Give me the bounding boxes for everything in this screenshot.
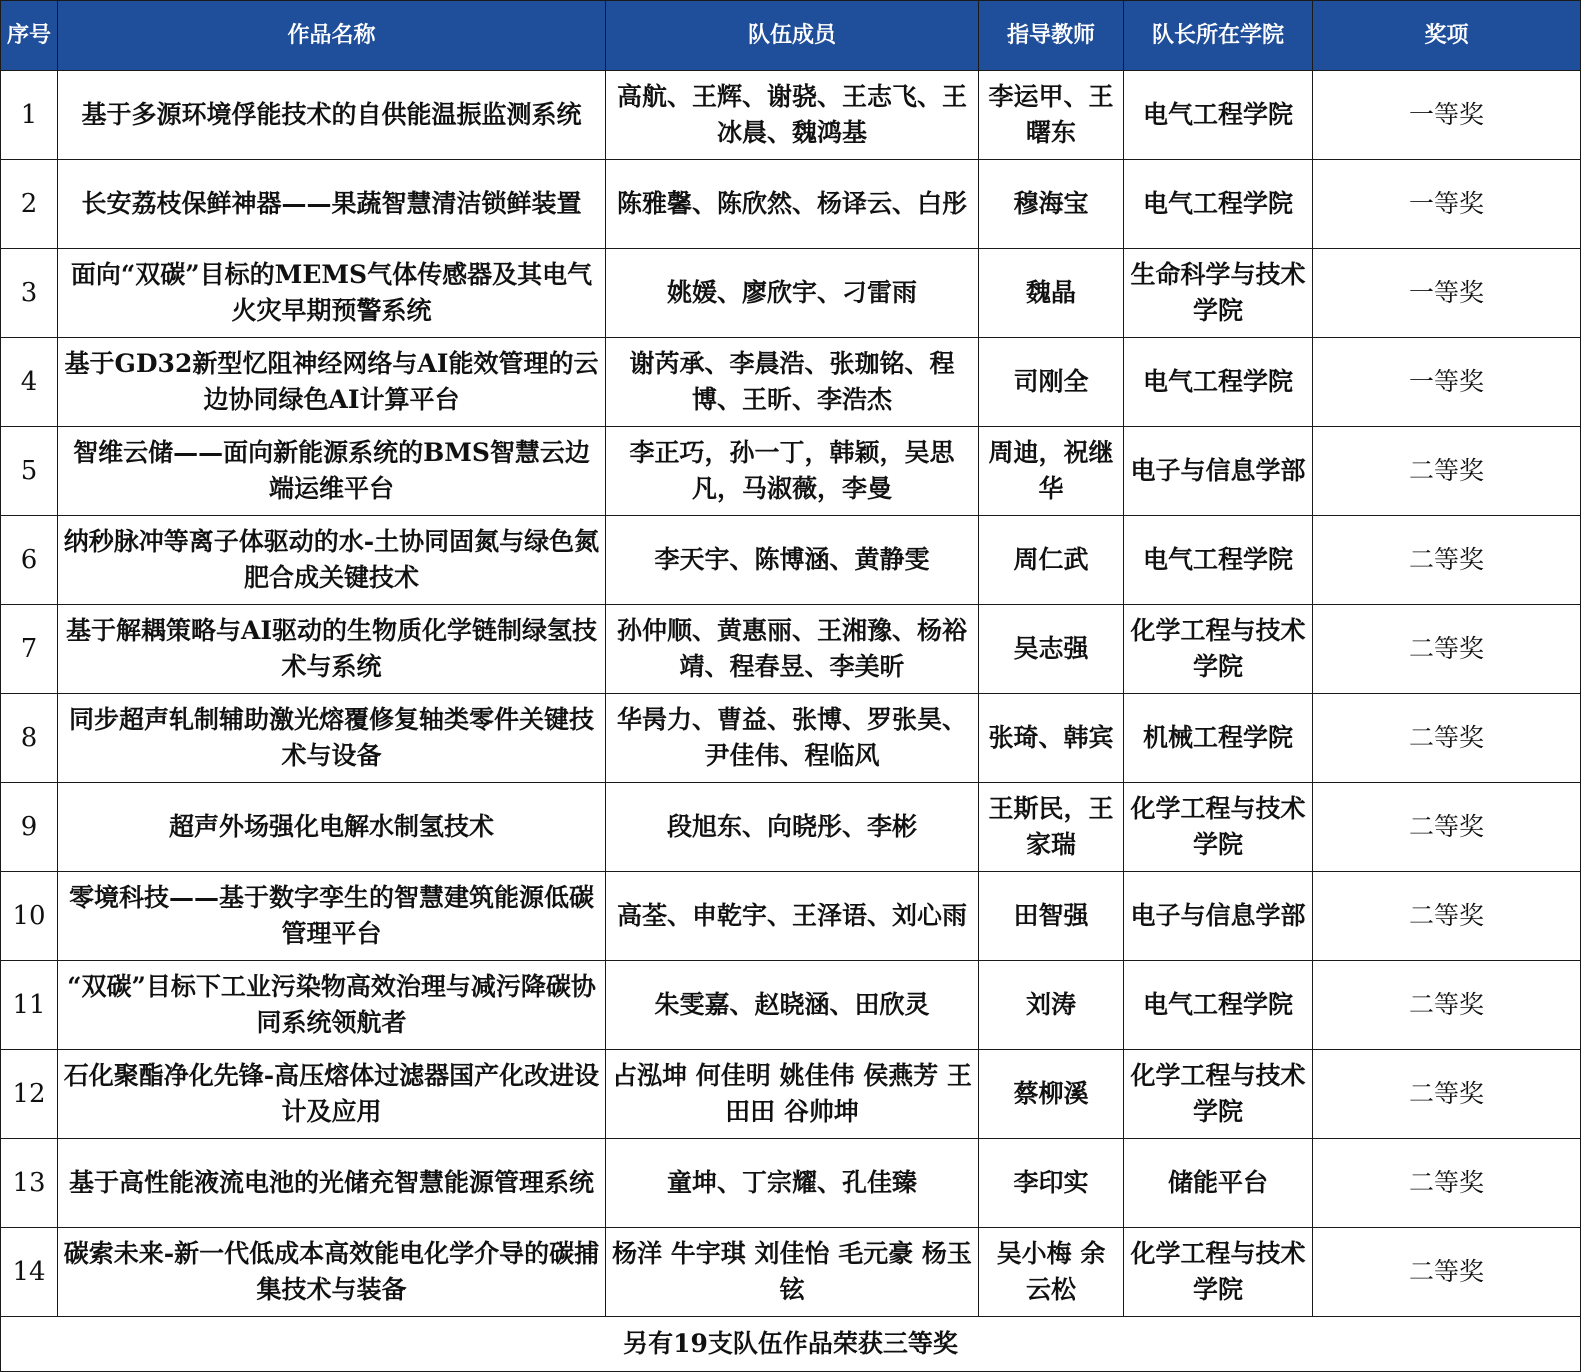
table-row <box>1 1139 1581 1228</box>
table-row <box>1 249 1581 338</box>
project-title-cell: 基于解耦策略与AI驱动的生物质化学链制绿氢技术与系统 <box>58 605 606 694</box>
project-title-cell: 基于GD32新型忆阻神经网络与AI能效管理的云边协同绿色AI计算平台 <box>58 338 606 427</box>
row-number-cell: 11 <box>1 961 58 1050</box>
award-cell: 二等奖 <box>1313 872 1581 961</box>
college-cell: 生命科学与技术学院 <box>1124 249 1313 338</box>
table-row <box>1 961 1581 1050</box>
advisor-cell: 魏晶 <box>979 249 1124 338</box>
advisor-cell: 蔡柳溪 <box>979 1050 1124 1139</box>
advisor-cell: 李印实 <box>979 1139 1124 1228</box>
team-members-cell: 谢芮承、李晨浩、张珈铭、程博、王昕、李浩杰 <box>606 338 979 427</box>
college-cell: 储能平台 <box>1124 1139 1313 1228</box>
project-title-cell: 碳索未来-新一代低成本高效能电化学介导的碳捕集技术与装备 <box>58 1228 606 1317</box>
project-title-cell: 石化聚酯净化先锋-高压熔体过滤器国产化改进设计及应用 <box>58 1050 606 1139</box>
advisor-cell: 田智强 <box>979 872 1124 961</box>
project-title-cell: 长安荔枝保鲜神器——果蔬智慧清洁锁鲜装置 <box>58 160 606 249</box>
advisor-cell: 周仁武 <box>979 516 1124 605</box>
table-row <box>1 338 1581 427</box>
team-members-cell: 高荃、申乾宇、王泽语、刘心雨 <box>606 872 979 961</box>
row-number-cell: 13 <box>1 1139 58 1228</box>
advisor-cell: 司刚全 <box>979 338 1124 427</box>
header-row <box>1 1 1581 71</box>
row-number-cell: 3 <box>1 249 58 338</box>
row-number-cell: 12 <box>1 1050 58 1139</box>
table-row <box>1 427 1581 516</box>
project-title-cell: 零境科技——基于数字孪生的智慧建筑能源低碳管理平台 <box>58 872 606 961</box>
table-row <box>1 71 1581 160</box>
award-cell: 一等奖 <box>1313 71 1581 160</box>
college-cell: 电子与信息学部 <box>1124 427 1313 516</box>
team-members-cell: 段旭东、向晓彤、李彬 <box>606 783 979 872</box>
header-award: 奖项 <box>1313 1 1581 71</box>
award-cell: 一等奖 <box>1313 249 1581 338</box>
project-title-cell: 同步超声轧制辅助激光熔覆修复轴类零件关键技术与设备 <box>58 694 606 783</box>
row-number-cell: 14 <box>1 1228 58 1317</box>
table-row <box>1 1228 1581 1317</box>
table-row <box>1 1050 1581 1139</box>
award-cell: 二等奖 <box>1313 1139 1581 1228</box>
table-row <box>1 872 1581 961</box>
team-members-cell: 杨洋 牛宇琪 刘佳怡 毛元豪 杨玉铉 <box>606 1228 979 1317</box>
award-cell: 二等奖 <box>1313 961 1581 1050</box>
team-members-cell: 朱雯嘉、赵晓涵、田欣灵 <box>606 961 979 1050</box>
college-cell: 化学工程与技术学院 <box>1124 605 1313 694</box>
team-members-cell: 李正巧，孙一丁，韩颖，吴思凡，马淑薇，李曼 <box>606 427 979 516</box>
college-cell: 电气工程学院 <box>1124 516 1313 605</box>
row-number-cell: 5 <box>1 427 58 516</box>
team-members-cell: 华昺力、曹益、张博、罗张昊、尹佳伟、程临风 <box>606 694 979 783</box>
award-cell: 二等奖 <box>1313 605 1581 694</box>
row-number-cell: 6 <box>1 516 58 605</box>
award-cell: 一等奖 <box>1313 338 1581 427</box>
award-cell: 二等奖 <box>1313 516 1581 605</box>
table-row <box>1 783 1581 872</box>
college-cell: 电气工程学院 <box>1124 338 1313 427</box>
table-header <box>1 1 1581 71</box>
college-cell: 电子与信息学部 <box>1124 872 1313 961</box>
advisor-cell: 吴小梅 余云松 <box>979 1228 1124 1317</box>
table-row <box>1 694 1581 783</box>
row-number-cell: 8 <box>1 694 58 783</box>
row-number-cell: 7 <box>1 605 58 694</box>
advisor-cell: 刘涛 <box>979 961 1124 1050</box>
team-members-cell: 姚媛、廖欣宇、刁雷雨 <box>606 249 979 338</box>
advisor-cell: 周迪，祝继华 <box>979 427 1124 516</box>
award-cell: 二等奖 <box>1313 783 1581 872</box>
advisor-cell: 李运甲、王曙东 <box>979 71 1124 160</box>
award-cell: 二等奖 <box>1313 1050 1581 1139</box>
table-row <box>1 605 1581 694</box>
team-members-cell: 孙仲顺、黄惠丽、王湘豫、杨裕靖、程春昱、李美昕 <box>606 605 979 694</box>
award-cell: 一等奖 <box>1313 160 1581 249</box>
row-number-cell: 4 <box>1 338 58 427</box>
table-row <box>1 160 1581 249</box>
project-title-cell: 基于高性能液流电池的光储充智慧能源管理系统 <box>58 1139 606 1228</box>
college-cell: 机械工程学院 <box>1124 694 1313 783</box>
advisor-cell: 王斯民，王家瑞 <box>979 783 1124 872</box>
footer-note: 另有19支队伍作品荣获三等奖 <box>1 1317 1581 1372</box>
team-members-cell: 陈雅馨、陈欣然、杨译云、白彤 <box>606 160 979 249</box>
project-title-cell: 面向“双碳”目标的MEMS气体传感器及其电气火灾早期预警系统 <box>58 249 606 338</box>
project-title-cell: 智维云储——面向新能源系统的BMS智慧云边端运维平台 <box>58 427 606 516</box>
team-members-cell: 童坤、丁宗耀、孔佳臻 <box>606 1139 979 1228</box>
header-advisor: 指导教师 <box>979 1 1124 71</box>
advisor-cell: 穆海宝 <box>979 160 1124 249</box>
header-title: 作品名称 <box>58 1 606 71</box>
table-footer <box>1 1317 1581 1372</box>
table-body <box>1 71 1581 1317</box>
award-cell: 二等奖 <box>1313 427 1581 516</box>
advisor-cell: 张琦、韩宾 <box>979 694 1124 783</box>
project-title-cell: 基于多源环境俘能技术的自供能温振监测系统 <box>58 71 606 160</box>
table-row <box>1 516 1581 605</box>
college-cell: 化学工程与技术学院 <box>1124 1228 1313 1317</box>
award-cell: 二等奖 <box>1313 694 1581 783</box>
college-cell: 电气工程学院 <box>1124 160 1313 249</box>
row-number-cell: 1 <box>1 71 58 160</box>
team-members-cell: 高航、王辉、谢骁、王志飞、王冰晨、魏鸿基 <box>606 71 979 160</box>
row-number-cell: 10 <box>1 872 58 961</box>
project-title-cell: 纳秒脉冲等离子体驱动的水-土协同固氮与绿色氮肥合成关键技术 <box>58 516 606 605</box>
team-members-cell: 占泓坤 何佳明 姚佳伟 侯燕芳 王田田 谷帅坤 <box>606 1050 979 1139</box>
footer-row <box>1 1317 1581 1372</box>
header-members: 队伍成员 <box>606 1 979 71</box>
row-number-cell: 2 <box>1 160 58 249</box>
college-cell: 电气工程学院 <box>1124 71 1313 160</box>
header-no: 序号 <box>1 1 58 71</box>
team-members-cell: 李天宇、陈博涵、黄静雯 <box>606 516 979 605</box>
project-title-cell: 超声外场强化电解水制氢技术 <box>58 783 606 872</box>
award-cell: 二等奖 <box>1313 1228 1581 1317</box>
college-cell: 化学工程与技术学院 <box>1124 783 1313 872</box>
advisor-cell: 吴志强 <box>979 605 1124 694</box>
college-cell: 化学工程与技术学院 <box>1124 1050 1313 1139</box>
header-college: 队长所在学院 <box>1124 1 1313 71</box>
college-cell: 电气工程学院 <box>1124 961 1313 1050</box>
project-title-cell: “双碳”目标下工业污染物高效治理与减污降碳协同系统领航者 <box>58 961 606 1050</box>
row-number-cell: 9 <box>1 783 58 872</box>
